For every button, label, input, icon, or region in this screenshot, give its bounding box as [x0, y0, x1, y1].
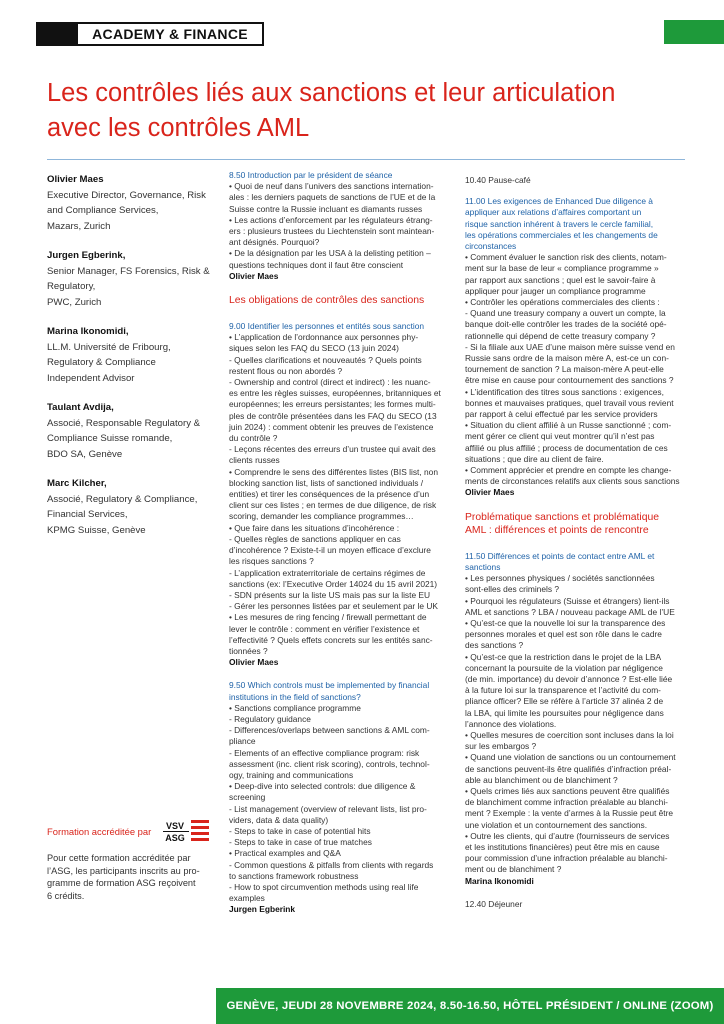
item-body-line: - Common questions & pitfalls from clients with regards [229, 859, 434, 870]
title-divider [47, 159, 685, 160]
event-footer: GENÈVE, JEUDI 28 NOVEMBRE 2024, 8.50-16.50, HÔTEL PRÉSIDENT / ONLINE (ZOOM) [216, 988, 724, 1024]
item-title-text: Identifier les personnes et entités sous sanction [247, 321, 425, 332]
item-body-line: ments de circonstances relatifs aux clients sous sanctions [465, 476, 680, 487]
item-title-text: Les exigences de Enhanced Due diligence à [487, 196, 653, 207]
item-body-line: • Comment apprécier et prendre en compte les change- [465, 465, 672, 476]
item-body-line: d’incohérence ? Existe-t-il un moyen efficace d’exclure [229, 545, 431, 556]
item-body-line: - Differences/overlaps between sanctions & AML com- [229, 725, 430, 736]
item-body-line: • Contrôler les opérations commerciales des clients : [465, 297, 660, 308]
item-speaker: Jurgen Egberink [229, 904, 296, 915]
item-body-line: • Les actions d’enforcement par les régulateurs étrang- [229, 214, 433, 225]
item-body-line: - Elements of an effective compliance program: risk [229, 747, 420, 758]
item-body-line: pliance officer? Elle se réfère à l’article 37 alinéa 2 de [465, 696, 664, 707]
lunch-label: 12.40 Déjeuner [465, 898, 523, 909]
item-body-line: appliquer pour jauger un compliance programme [465, 285, 646, 296]
item-body-line: banque doit-elle contrôler les trades de la société opé- [465, 319, 667, 330]
item-body-line: viders, data & data quality) [229, 814, 329, 825]
item-body-line: - Regulatory guidance [229, 713, 311, 724]
item-body-line: la LBA, qui limite les poursuites pour négligence dans [465, 707, 664, 718]
pause-label: 10.40 Pause-café [465, 175, 531, 185]
speaker-name: Olivier Maes [47, 174, 104, 185]
speaker-role-line: Regulatory & Compliance [47, 357, 156, 368]
item-body-line: ment ? Exemple : la vente d’armes à la Russie peut être [465, 808, 674, 819]
item-body-line: ment ou de blanchiment ? [465, 864, 562, 875]
item-body-line: • L’application de l’ordonnance aux personnes phy- [229, 332, 419, 343]
item-body-line: ment gérer ce client qui veut montrer qu’il n’est pas [465, 431, 655, 442]
item-body-line: - Steps to take in case of potential hits [229, 825, 371, 836]
section-heading [465, 511, 687, 537]
item-body-line: entities) et tirer les conséquences de la présence d’un [229, 489, 430, 500]
speaker-role-line: Mazars, Zurich [47, 220, 111, 232]
speaker-block [47, 172, 217, 234]
item-body-line: bonnes et mauvaises pratiques, quel travail vous revient [465, 397, 674, 408]
item-title-text: Introduction par le président de séance [247, 170, 393, 180]
item-body-line: • Comment évaluer le sanction risk des clients, notam- [465, 252, 667, 263]
speaker-block [47, 400, 217, 462]
item-title-line [465, 219, 687, 230]
item-title-text: appliquer aux relations d’affaires comportant un [465, 207, 642, 218]
speaker-name: Marina Ikonomidi, [47, 326, 129, 337]
section-heading: Les obligations de contrôles des sanctions [229, 295, 425, 307]
item-body-line: clients russes [229, 455, 280, 466]
title-line-2: avec les contrôles AML [47, 114, 310, 142]
item-body-line: sanctions (ex: l’Executive Order 14024 du 15 avril 2021) [229, 578, 438, 589]
item-body-line: ant désignés. Pourquoi? [229, 237, 320, 248]
speaker-name: Taulant Avdija, [47, 402, 114, 413]
item-body-line: • Quels crimes liés aux sanctions peuvent être qualifiés [465, 785, 670, 796]
item-body-line: es entre les règles suisses, européennes, britanniques et [229, 388, 441, 399]
item-time: 8.50 [229, 170, 246, 180]
item-body-line: - SDN présents sur la liste US mais pas sur la liste EU [229, 589, 431, 600]
item-body-line: - Quelles règles de sanctions appliquer en cas [229, 533, 401, 544]
item-body-line: • Quand une violation de sanctions ou un contournement [465, 752, 676, 763]
item-title-line [229, 170, 451, 181]
item-body-line: du contrôle ? [229, 433, 278, 444]
item-body-line: • Comprendre le sens des différentes listes (BIS list, non [229, 466, 438, 477]
program-item [229, 680, 451, 915]
speaker-role-line: Compliance Suisse romande, [47, 433, 173, 444]
program-item [229, 321, 451, 668]
item-title-text: Which controls must be implemented by financial [247, 680, 430, 691]
speaker-block [47, 248, 217, 310]
accreditation-label: Formation accréditée par [47, 826, 152, 837]
item-body-line: affilié ou plus affilié ; process de documentation de ces [465, 442, 668, 453]
item-body-line: ment sur la base de leur « compliance programme » [465, 263, 659, 274]
item-body-line: scoring, demander les compliance programmes… [229, 511, 414, 522]
item-body-line: pour commission d’une infraction préalable au blanchi- [465, 853, 668, 864]
item-body-line: blocking sanction list, lists of sanctioned individuals / [229, 477, 424, 488]
brand-black-block [36, 22, 76, 46]
program-item [465, 196, 687, 498]
item-body-line: ales : les derniers paquets de sanctions de l’UE et de la [229, 192, 436, 203]
speaker-role-line: Independent Advisor [47, 372, 135, 384]
item-body-line: able au blanchiment ou de blanchiment ? [465, 774, 618, 785]
speaker-role-line: Senior Manager, FS Forensics, Risk & [47, 265, 210, 277]
speaker-role-line: Associé, Regulatory & Compliance, [47, 493, 198, 505]
program-item [229, 170, 451, 282]
item-body-line: à la future loi sur la transparence et l’activité du com- [465, 685, 661, 696]
item-body-line: • De la désignation par les USA à la delisting petition – [229, 248, 431, 259]
item-body-line: - Quand une treasury company a ouvert un compte, la [465, 308, 666, 319]
item-body-line: - L’application extraterritoriale de certains régimes de [229, 567, 426, 578]
item-body-line: situations ; que dire au client de faire. [465, 453, 604, 464]
item-body-line: par rapport aux sanctions ; quel est le savoir-faire à [465, 274, 656, 285]
item-body-line: • Quoi de neuf dans l’univers des sanctions internation- [229, 181, 434, 192]
item-body-line: (de min. importance) du devoir d’annonce ? Est-elle liée [465, 673, 673, 684]
item-body-line: • Pourquoi les régulateurs (Suisse et étrangers) lient-ils [465, 595, 670, 606]
item-body-line: • Que faire dans les situations d’incohérence : [229, 522, 400, 533]
item-body-line: - Ownership and control (direct et indirect) : les nuanc- [229, 377, 431, 388]
speaker-role-line: and Compliance Services, [47, 205, 159, 216]
item-title-text: institutions in the field of sanctions? [229, 691, 361, 702]
speaker-role-line: BDO SA, Genève [47, 448, 123, 460]
item-body-line: - Steps to take in case of true matches [229, 837, 372, 848]
section-heading-line: Problématique sanctions et problématique [465, 511, 660, 523]
item-body-line: personnes morales et quel est son rôle dans le cadre [465, 629, 662, 640]
item-title-line [465, 241, 687, 252]
speaker-role-line: LL.M. Université de Fribourg, [47, 341, 171, 353]
item-body-line: • Quelles mesures de coercition sont incluses dans la loi [465, 729, 674, 740]
item-body-line: • Deep-dive into selected controls: due diligence & [229, 781, 416, 792]
item-title-line [229, 680, 451, 691]
item-title-line [229, 321, 451, 332]
item-title-text: les opérations commerciales et les changements de [465, 229, 658, 240]
item-body-line: concernant la poursuite de la violation par négligence [465, 662, 663, 673]
item-body-line: restent flous ou non abordés ? [229, 365, 343, 376]
speaker-name: Jurgen Egberink, [47, 250, 126, 261]
item-body-line: • Qu’est-ce que la nouvelle loi sur la transparence des [465, 617, 666, 628]
item-speaker: Olivier Maes [465, 487, 515, 498]
vsv-asg-logo [161, 818, 209, 844]
accreditation-text-line: gramme de formation ASG reçoivent [47, 878, 196, 889]
item-time: 11.00 [465, 196, 486, 207]
item-body-line: juin 2024) : comment obtenir les preuves de l’existence [229, 421, 434, 432]
accreditation-text-line: 6 crédits. [47, 890, 85, 901]
item-time: 11.50 [465, 550, 486, 561]
accreditation-text [47, 852, 209, 902]
item-body-line: une violation et un contournement des sanctions. [465, 819, 648, 830]
item-body-line: • Practical examples and Q&A [229, 848, 341, 859]
item-time: 9.00 [229, 321, 246, 332]
item-body-line: sur les embargos ? [465, 741, 537, 752]
item-body-line: ples de contrôle présentées dans les FAQ du SECO (13 [229, 410, 437, 421]
accreditation-text-line: l’ASG, les participants inscrits au pro- [47, 865, 200, 876]
item-body-line: screening [229, 792, 266, 803]
program-item [465, 551, 687, 887]
item-body-line: européennes; les erreurs persistantes; les formes multi- [229, 399, 436, 410]
item-body-line: pliance [229, 736, 256, 747]
item-body-line: de blanchiment comme infraction préalable au blanchi- [465, 797, 668, 808]
speakers-column [47, 172, 217, 552]
item-title-line [229, 692, 451, 703]
item-time: 9.50 [229, 680, 246, 691]
item-title-text: circonstances [465, 241, 517, 252]
item-body-line: - Si la filiale aux UAE d’une maison mère suisse vend en [465, 341, 675, 352]
logo-text-bottom: ASG [165, 833, 185, 843]
item-body-line: - Leçons récentes des erreurs d’un trustee qui avait des [229, 444, 436, 455]
item-speaker: Olivier Maes [229, 270, 279, 281]
item-body-line: l’annonce des violations. [465, 718, 557, 729]
item-body-line: des sanctions ? [465, 640, 524, 651]
item-title-line [465, 551, 687, 562]
item-body-line: to sanctions framework robustness [229, 870, 359, 881]
item-title-text: risque sanction inhérent à travers le cercle familial, [465, 218, 654, 229]
item-body-line: - Quelles clarifications et nouveautés ? Quels points [229, 354, 422, 365]
item-body-line: • Qu’est-ce que la restriction dans le projet de la LBA [465, 651, 662, 662]
item-body-line: • Sanctions compliance programme [229, 702, 361, 713]
item-body-line: examples [229, 893, 265, 904]
item-body-line: rationnelle qui dépend de cette treasury company ? [465, 330, 656, 341]
speaker-name: Marc Kilcher, [47, 478, 107, 489]
item-body-line: par rapport à celui effectué par les service providers [465, 409, 658, 420]
speaker-block [47, 476, 217, 538]
item-body-line: tionnées ? [229, 645, 268, 656]
item-body-line: ers : plusieurs trustees du Liechtenstein sont maintean- [229, 226, 435, 237]
item-title-line [465, 196, 687, 207]
item-body-line: • Outre les clients, qui d’autre (fournisseurs de services [465, 830, 670, 841]
item-speaker: Olivier Maes [229, 657, 279, 668]
program-column-2 [229, 170, 451, 928]
page-title [47, 76, 707, 146]
speaker-role-line: Associé, Responsable Regulatory & [47, 417, 201, 429]
item-body-line: • Situation du client affilié à un Russe sanctionné ; com- [465, 420, 672, 431]
item-body-line: Russie sans ordre de la maison mère A, est-ce un con- [465, 353, 669, 364]
item-title-text: Différences et points de contact entre AML et [487, 550, 655, 561]
item-body-line: l’effectivité ? Quels effets concrets sur les entités sanc- [229, 634, 433, 645]
item-body-line: - How to spot circumvention methods using real life [229, 881, 419, 892]
item-title-line [465, 207, 687, 218]
logo-text-top: VSV [165, 821, 185, 831]
item-body-line: client sur ces listes ; en termes de due diligence, de risk [229, 500, 437, 511]
speaker-role-line: Financial Services, [47, 509, 128, 520]
item-body-line: - List management (overview of relevant lists, list pro- [229, 803, 427, 814]
item-body-line: siques selon les FAQ du SECO (13 juin 2024) [229, 343, 399, 354]
item-body-line: Suisse contre la Russie incluant es diamants russes [229, 203, 423, 214]
item-body-line: être mise en cause pour contournement des sanctions ? [465, 375, 674, 386]
item-title-line [465, 562, 687, 573]
item-body-line: de sanctions peuvent-ils être qualifiés d’infraction préal- [465, 763, 672, 774]
item-body-line: • L’identification des titres sous sanctions : exigences, [465, 386, 664, 397]
title-line-1: Les contrôles liés aux sanctions et leur articulation [47, 79, 616, 107]
item-body-line: • Les personnes physiques / sociétés sanctionnées [465, 573, 655, 584]
item-body-line: questions techniques dont il faut être conscient [229, 259, 404, 270]
speaker-role-line: PWC, Zurich [47, 296, 102, 308]
speaker-role-line: Executive Director, Governance, Risk [47, 189, 206, 201]
accreditation-text-line: Pour cette formation accréditée par [47, 853, 191, 863]
speaker-block [47, 324, 217, 386]
section-heading-line: AML : différences et points de rencontre [465, 524, 649, 536]
program-column-3 [465, 175, 687, 920]
item-speaker: Marina Ikonomidi [465, 875, 534, 886]
item-title-text: sanctions [465, 561, 501, 572]
item-body-line: assessment (inc. client risk scoring), controls, technol- [229, 758, 430, 769]
item-body-line: les risques sanctions ? [229, 556, 314, 567]
item-title-line [465, 230, 687, 241]
item-body-line: tournement de sanction ? La maison-mère A peut-elle [465, 364, 664, 375]
green-corner-decoration [664, 20, 724, 44]
item-body-line: et les institutions financières) peut être mis en cause [465, 841, 660, 852]
speaker-role-line: KPMG Suisse, Genève [47, 524, 146, 536]
brand-label: ACADEMY & FINANCE [76, 22, 264, 46]
item-body-line: AML et sanctions ? LBA / nouveau package AML de l’UE [465, 606, 675, 617]
item-body-line: - Gérer les personnes listées par et seulement par le UK [229, 601, 439, 612]
item-body-line: • Les mesures de ring fencing / firewall permettant de [229, 612, 427, 623]
item-body-line: lever le contrôle : comment en vérifier l’existence et [229, 623, 420, 634]
speaker-role-line: Regulatory, [47, 281, 96, 292]
item-body-line: sont-elles des criminels ? [465, 584, 560, 595]
item-body-line: ogy, training and communications [229, 769, 354, 780]
